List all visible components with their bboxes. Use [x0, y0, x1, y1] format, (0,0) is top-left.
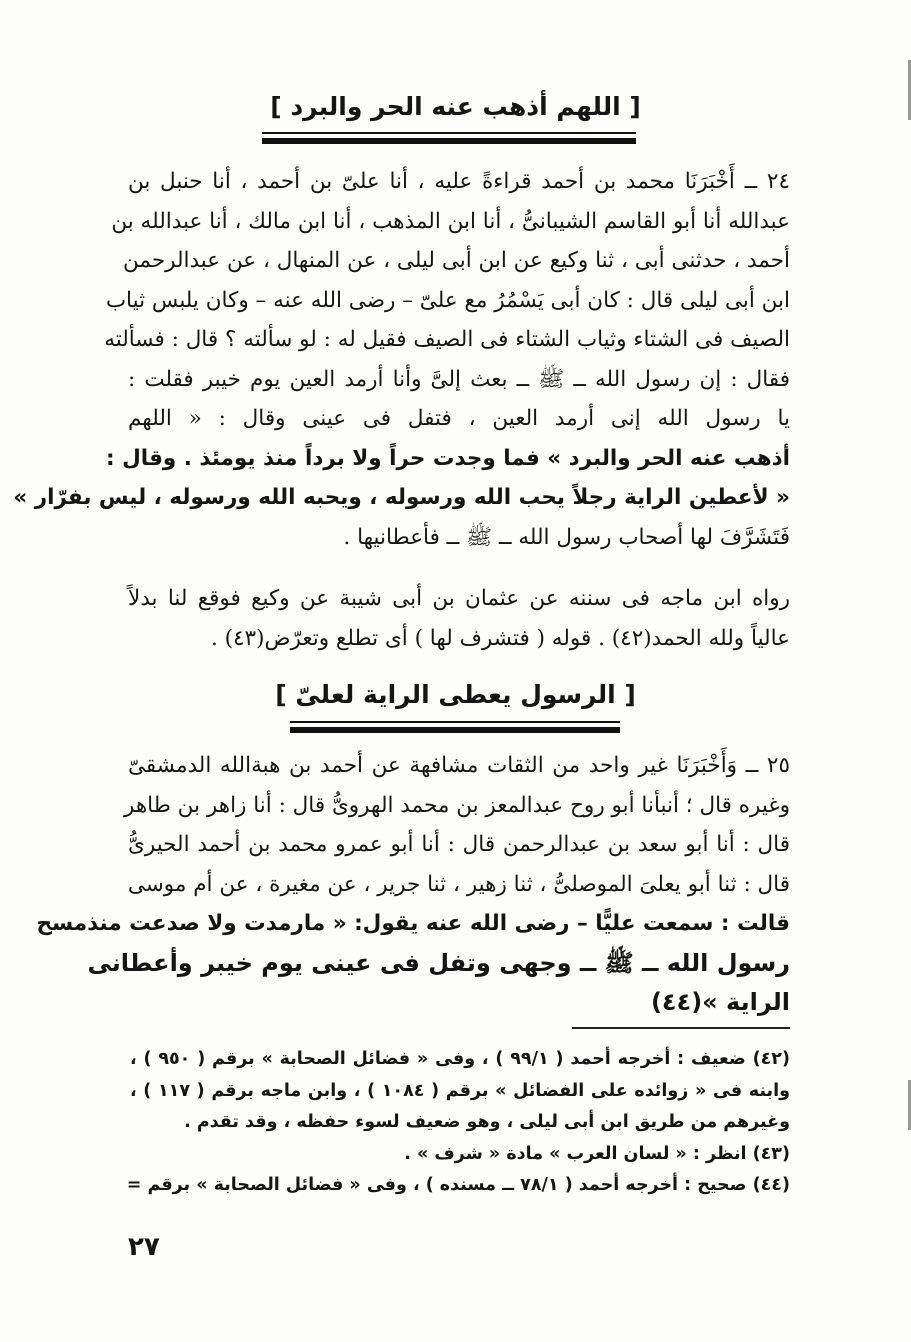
footnotes: [126, 1044, 790, 1202]
narration-line: عالياً ولله الحمد(٤٢) . قوله ( فتشرف لها ) أى تطلع وتعرّض(٤٣) .: [210, 625, 790, 651]
heading-1-rule-thin: [262, 132, 636, 134]
hadith-25-line: ٢٥ ــ وَأَخْبَرَنَا غير واحد من الثقات مشافهة عن أحمد بن هبةالله الدمشقىّ: [128, 753, 790, 778]
page-number: ٢٧: [128, 1232, 160, 1262]
hadith-25-line: قال : أنا أبو سعد بن عبدالرحمن قال : أنا أبو عمرو محمد بن أحمد الحيرىُّ: [128, 832, 790, 857]
hadith-25-line: قال : ثنا أبو يعلىَ الموصلىُّ ، ثنا زهير ، ثنا جرير ، عن مغيرة ، عن أم موسى: [127, 871, 790, 897]
hadith-24-paragraph: [13, 162, 790, 557]
section-heading-1-text: [ اللهم أذهب عنه الحر والبرد ]: [270, 92, 641, 121]
hadith-25-line: الراية »(٤٤): [650, 988, 790, 1016]
hadith-24-line: عبدالله أنا أبو القاسم الشيبانىُّ ، أنا ابن المذهب ، أنا ابن مالك ، أنا عبدالله بن: [111, 208, 790, 234]
narration-line: رواه ابن ماجه فى سننه عن عثمان بن أبى شيبة عن وكيع فوقع لنا بدلاً: [128, 586, 790, 611]
narration-paragraph: [128, 579, 790, 658]
hadith-24-line: يا رسول الله إنى أرمد العين ، فتفل فى عينى وقال : « اللهم: [128, 406, 790, 431]
hadith-24-line: أذهب عنه الحر والبرد » فما وجدت حراً ولا برداً منذ يومئذ . وقال :: [106, 445, 790, 471]
hadith-24-line: فَتَشَرَّفَ لها أصحاب رسول الله ــ ﷺ ــ فأعطانيها .: [343, 524, 790, 550]
footnote-line: (٤٣) انظر : « لسان العرب » مادة « شرف » .: [404, 1143, 790, 1164]
hadith-24-line: ٢٤ ــ أَخْبَرَنَا محمد بن أحمد قراءةً عليه ، أنا علىّ بن أحمد ، أنا حنبل بن: [128, 169, 790, 194]
hadith-24-line: « لأعطين الراية رجلاً يحب الله ورسوله ، ويحبه الله ورسوله ، ليس بفرّار »: [13, 485, 790, 510]
hadith-25-line: وغيره قال ؛ أنبأنا أبو روح عبدالمعز بن محمد الهروىُّ قال : أنا زاهر بن طاهر: [123, 792, 790, 818]
section-heading-2-text: [ الرسول يعطى الراية لعلىّ ]: [275, 680, 636, 709]
heading-2-rule-thick: [290, 727, 620, 733]
hadith-25-line: قالت : سمعت عليًّا – رضى الله عنه يقول: « مارمدت ولا صدعت منذمسح: [36, 911, 790, 936]
hadith-24-line: فقال : إن رسول الله ــ ﷺ ــ بعث إلىَّ وأنا أرمد العين يوم خيبر فقلت :: [128, 366, 790, 392]
hadith-24-line: الصيف فى الشتاء وثياب الشتاء فى الصيف فقيل له : لو سألته ؟ قال : فسألته: [104, 327, 790, 352]
section-heading-1: [0, 92, 911, 121]
hadith-25-line: رسول الله ــ ﷺ ــ وجهى وتفل فى عينى يوم خيبر وأعطانى: [87, 948, 790, 977]
heading-1-rule-thick: [262, 138, 636, 144]
section-heading-2: [0, 680, 911, 709]
footnote-separator: [572, 1027, 790, 1029]
footnote-line: (٤٢) ضعيف : أخرجه أحمد ( ٩٩/١ ) ، وفى « فضائل الصحابة » برقم ( ٩٥٠ ) ،: [130, 1049, 790, 1069]
hadith-25-paragraph: [36, 746, 790, 1023]
heading-2-rule-thin: [290, 721, 620, 723]
footnote-line: وغيرهم من طريق ابن أبى ليلى ، وهو ضعيف لسوء حفظه ، وقد تقدم .: [184, 1112, 790, 1132]
hadith-24-line: أحمد ، حدثنى أبى ، ثنا وكيع عن ابن أبى ليلى ، عن المنهال ، عن عبدالرحمن: [123, 248, 790, 273]
footnote-line: (٤٤) صحيح : أخرجه أحمد ( ٧٨/١ ــ مسنده ) ، وفى « فضائل الصحابة » برقم =: [126, 1175, 790, 1195]
footnote-line: وابنه فى « زوائده على الفضائل » برقم ( ١٠٨٤ ) ، وابن ماجه برقم ( ١١٧ ) ،: [130, 1080, 790, 1101]
hadith-24-line: ابن أبى ليلى قال : كان أبى يَسْمُرُ مع علىّ – رضى الله عنه – وكان يلبس ثياب: [105, 287, 790, 313]
